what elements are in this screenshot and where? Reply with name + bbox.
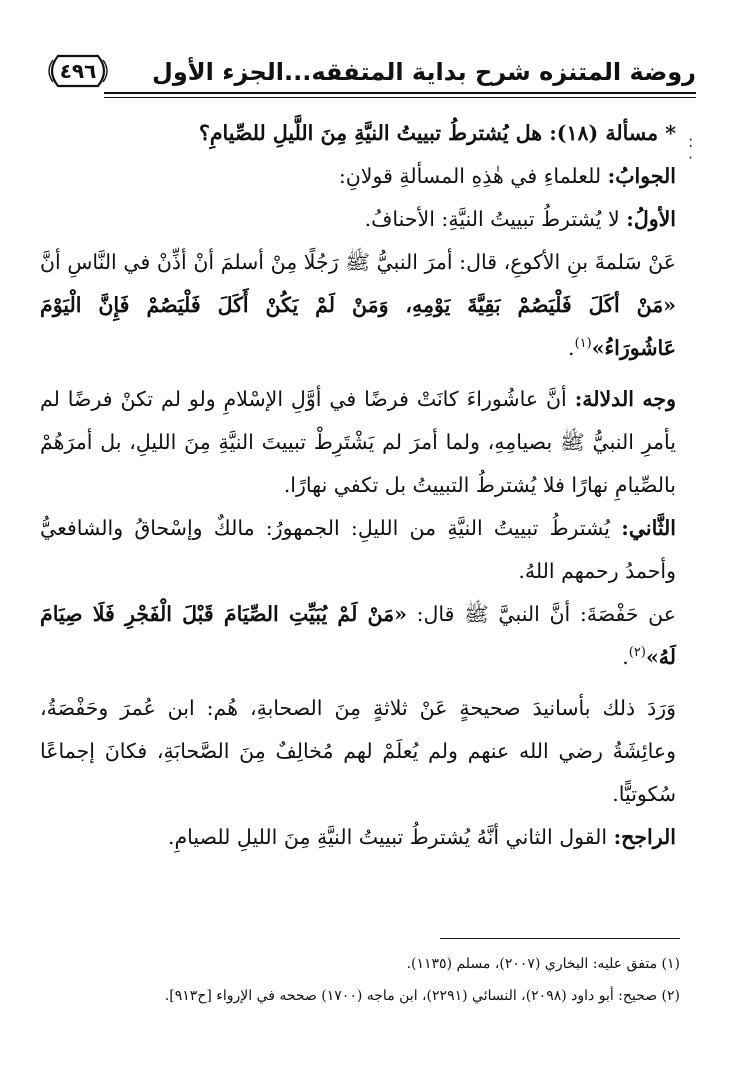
answer-label: الجوابُ: bbox=[607, 164, 676, 188]
narration-paragraph bbox=[40, 241, 676, 370]
first-opinion bbox=[40, 198, 676, 241]
running-title bbox=[152, 52, 696, 92]
main-text bbox=[40, 112, 676, 859]
preferred-label: الراجح: bbox=[613, 825, 676, 849]
footnote-separator bbox=[440, 938, 680, 939]
preferred-text: القول الثاني أنَّهُ يُشترطُ تبييتُ النيَّةِ مِنَ الليلِ للصيامِ. bbox=[167, 825, 614, 849]
footnote-ref-1[interactable]: (١) bbox=[574, 336, 592, 352]
evidence-text: أنَّ عاشُوراءَ كانَتْ فرضًا في أوَّلِ الإسْلامِ ولو لم تكنْ فرضًا لم يأمرِ النبيُّ ﷺ بصيامِهِ، ولما أمرَ لم يَشْتَرِطْ تبييتَ النيَّةِ مِنَ الليلِ، بل أمرَهُمْ بالصِّيامِ نهارًا فلا يُشترطُ التبييتُ بل تكفي نهارًا. bbox=[40, 387, 676, 497]
question-heading: * مسألة (١٨): هل يُشترطُ تبييتُ النيَّةِ مِنَ اللَّيلِ للصِّيامِ؟ bbox=[198, 121, 676, 145]
page-number: ٤٩٦ bbox=[59, 59, 97, 83]
answer-text: للعلماءِ في هٰذِهِ المسألةِ قولانِ: bbox=[338, 164, 608, 188]
preferred-paragraph bbox=[40, 816, 676, 859]
footnote-2: (٢) صحيح: أبو داود (٢٠٩٨)، النسائي (٢٢٩١)، ابن ماجه (١٧٠٠) صححه في الإرواء [ح٩١٣]. bbox=[164, 988, 680, 1004]
footnotes bbox=[40, 948, 680, 1012]
hafsa-intro: عن حَفْصَةَ: أنَّ النبيَّ ﷺ قال: bbox=[406, 602, 676, 626]
margin-marks: : · bbox=[688, 132, 694, 167]
narration-hadith: «مَنْ أكَلَ فَلْيَصُمْ بَقِيَّةَ يَوْمِهِ، وَمَنْ لَمْ يَكُنْ أَكَلَ فَلْيَصُمْ فَإِنَّ الْيَوْمَ عَاشُورَاءُ» bbox=[40, 293, 676, 360]
header-rule-thin bbox=[104, 97, 696, 98]
second-opinion bbox=[40, 507, 676, 593]
second-opinion-text: يُشترطُ تبييتُ النيَّةِ من الليلِ: الجمهورُ: مالكٌ وإسْحاقُ والشافعيُّ وأحمدُ رحمهم اللهُ. bbox=[40, 516, 676, 583]
hafsa-paragraph bbox=[40, 593, 676, 679]
footnote-1: (١) متفق عليه: البخاري (٢٠٠٧)، مسلم (١١٣٥). bbox=[406, 956, 680, 972]
volume-part: الجزء الأول bbox=[152, 58, 284, 86]
footnote-ref-2[interactable]: (٢) bbox=[628, 645, 646, 661]
answer-paragraph bbox=[40, 155, 676, 198]
first-opinion-text: لا يُشترطُ تبييتُ النيَّةِ: الأحنافُ. bbox=[364, 207, 627, 231]
title-separator: ... bbox=[283, 58, 312, 86]
page-number-badge bbox=[44, 54, 112, 88]
evidence-label: وجه الدلالة: bbox=[574, 387, 676, 411]
chains-paragraph: وَرَدَ ذلك بأسانيدَ صحيحةٍ عَنْ ثلاثةٍ مِنَ الصحابةِ، هُم: ابن عُمرَ وحَفْصَةُ، وعائِشَةُ رضي الله عنهم ولم يُعلَمْ لهم مُخالِفٌ مِنَ الصَّحابَةِ، فكانَ إجماعًا سُكوتيًّا. bbox=[40, 696, 676, 806]
header-rule bbox=[104, 92, 696, 94]
page-header bbox=[44, 52, 696, 94]
second-opinion-label: الثَّاني: bbox=[621, 516, 676, 540]
first-opinion-label: الأولُ: bbox=[626, 207, 676, 231]
narration-intro: عَنْ سَلمةَ بنِ الأكوعِ، قال: أمرَ النبيُّ ﷺ رَجُلًا مِنْ أسلمَ أنْ أذِّنْ في النَّاسِ أنَّ bbox=[40, 250, 676, 274]
narration-end: . bbox=[568, 336, 575, 360]
book-title: روضة المتنزه شرح بداية المتفقه bbox=[311, 58, 696, 86]
evidence-paragraph bbox=[40, 378, 676, 507]
hafsa-end: . bbox=[622, 645, 629, 669]
hafsa-hadith: «مَنْ لَمْ يُبَيِّتِ الصِّيَامَ قَبْلَ الْفَجْرِ فَلَا صِيَامَ لَهُ» bbox=[40, 602, 676, 669]
